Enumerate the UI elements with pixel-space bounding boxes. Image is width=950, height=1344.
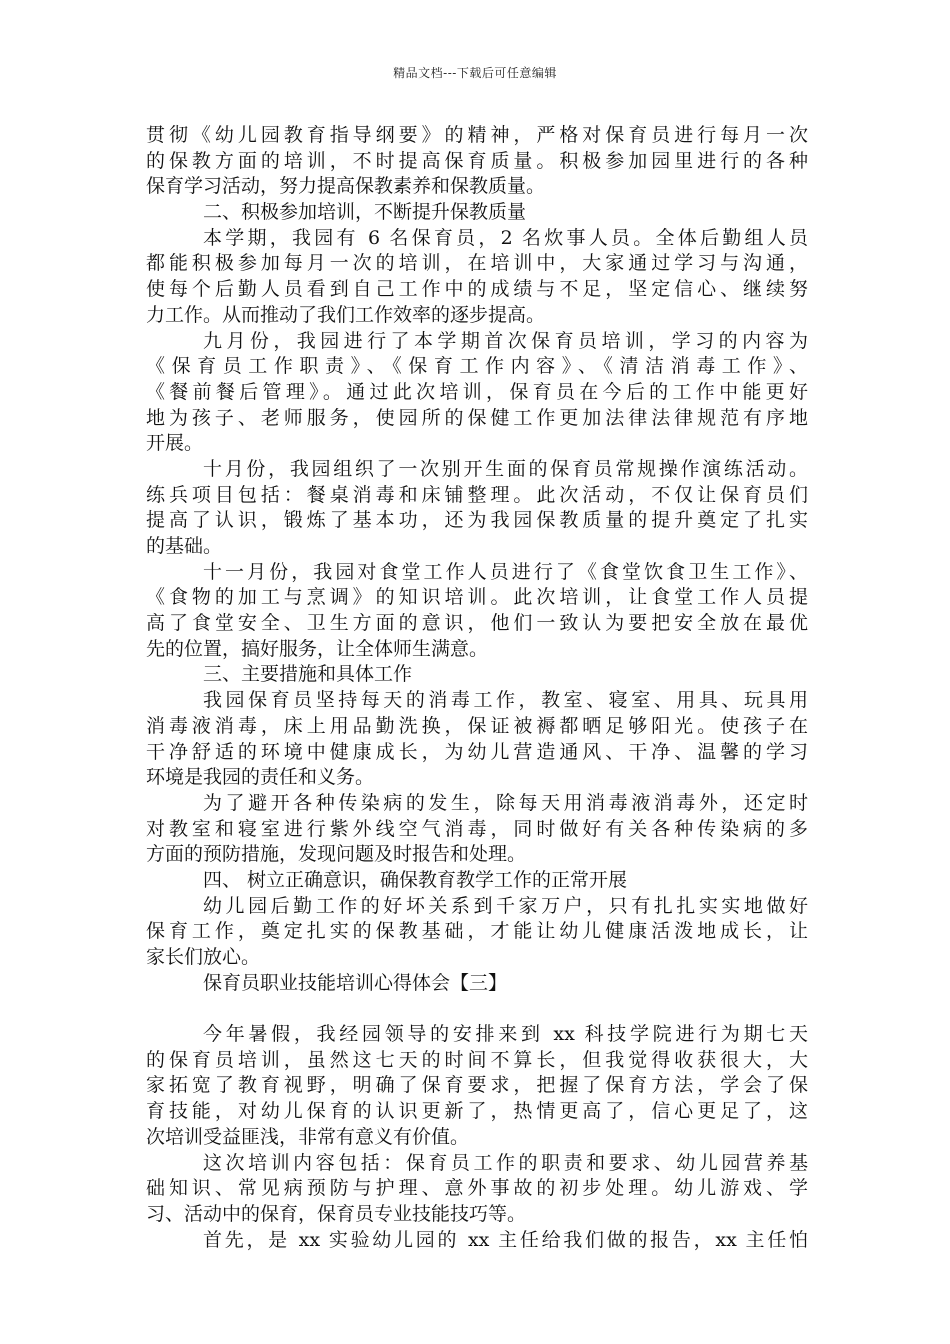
page-header: 精品文档---下载后可任意编辑 (393, 66, 557, 80)
text-line: 方面的预防措施，发现问题及时报告和处理。 (146, 843, 527, 866)
text-line: 干净舒适的环境中健康成长，为幼儿营造通风、干净、温馨的学习 (146, 740, 808, 763)
text-line: 育技能，对幼儿保育的认识更新了，热情更高了，信心更足了，这 (146, 1100, 808, 1123)
text-line: 次培训受益匪浅，非常有意义有价值。 (146, 1125, 470, 1148)
document-body (146, 123, 808, 1253)
text-line: 本学期，我园有 6 名保育员，2 名炊事人员。全体后勤组人员 (203, 226, 808, 249)
text-line: 消毒液消毒，床上用品勤洗换，保证被褥都晒足够阳光。使孩子在 (146, 714, 808, 737)
text-line: 幼儿园后勤工作的好坏关系到千家万户，只有扎扎实实地做好 (203, 894, 808, 917)
text-line: 对教室和寝室进行紫外线空气消毒，同时做好有关各种传染病的多 (146, 817, 808, 840)
text-line: 练兵项目包括：餐桌消毒和床铺整理。此次活动，不仅让保育员们 (146, 483, 808, 506)
text-line: 今年暑假，我经园领导的安排来到 xx 科技学院进行为期七天 (203, 1023, 808, 1046)
text-line: 贯彻《幼儿园教育指导纲要》的精神，严格对保育员进行每月一次 (146, 124, 808, 146)
text-line: 保育学习活动，努力提高保教素养和保教质量。 (146, 175, 546, 198)
text-line: 《食物的加工与烹调》的知识培训。此次培训，让食堂工作人员提 (146, 586, 808, 609)
text-line: 先的位置，搞好服务，让全体师生满意。 (146, 637, 489, 660)
text-line: 保育工作，奠定扎实的保教基础，才能让幼儿健康活泼地成长，让 (146, 920, 808, 943)
text-line: 的保教方面的培训，不时提高保育质量。积极参加园里进行的各种 (146, 149, 808, 172)
article-title: 保育员职业技能培训心得体会【三】 (203, 971, 508, 994)
text-line: 的基础。 (146, 535, 223, 557)
text-line: 家长们放心。 (146, 946, 261, 968)
blank-line (146, 996, 808, 1022)
text-line: 《餐前餐后管理》。通过此次培训，保育员在今后的工作中能更好 (146, 380, 808, 403)
text-line: 十月份，我园组织了一次别开生面的保育员常规操作演练活动。 (203, 457, 808, 480)
text-line: 力工作。从而推动了我们工作效率的逐步提高。 (146, 303, 546, 326)
section-heading: 三、主要措施和具体工作 (203, 663, 413, 686)
text-line: 开展。 (146, 432, 204, 455)
text-line: 习、活动中的保育，保育员专业技能技巧等。 (146, 1202, 527, 1225)
text-line: 的保育员培训，虽然这七天的时间不算长，但我觉得收获很大，大 (146, 1048, 808, 1071)
text-line: 首先，是 xx 实验幼儿园的 xx 主任给我们做的报告，xx 主任怕 (203, 1228, 808, 1251)
text-line: 为了避开各种传染病的发生，除每天用消毒液消毒外，还定时 (203, 791, 808, 814)
text-line: 础知识、常见病预防与护理、意外事故的初步处理。幼儿游戏、学 (146, 1177, 808, 1200)
text-line: 使每个后勤人员看到自己工作中的成绩与不足，坚定信心、继续努 (146, 278, 808, 301)
section-heading: 二、积极参加培训，不断提升保教质量 (203, 201, 527, 224)
text-line: 我园保育员坚持每天的消毒工作，教室、寝室、用具、玩具用 (203, 689, 808, 712)
text-line: 九月份，我园进行了本学期首次保育员培训，学习的内容为 (203, 329, 808, 352)
text-line: 家拓宽了教育视野，明确了保育要求，把握了保育方法，学会了保 (146, 1074, 808, 1097)
text-line: 都能积极参加每月一次的培训，在培训中，大家通过学习与沟通， (146, 252, 808, 275)
text-line: 这次培训内容包括：保育员工作的职责和要求、幼儿园营养基 (203, 1151, 808, 1174)
text-line: 地为孩子、老师服务，使园所的保健工作更加法律法律规范有序地 (146, 406, 808, 429)
text-line: 十一月份，我园对食堂工作人员进行了《食堂饮食卫生工作》、 (203, 560, 808, 583)
section-heading: 四、 树立正确意识，确保教育教学工作的正常开展 (203, 868, 628, 891)
text-line: 高了食堂安全、卫生方面的意识，他们一致认为要把安全放在最优 (146, 612, 808, 635)
text-line: 《保育员工作职责》、《保育工作内容》、《清洁消毒工作》、 (146, 355, 808, 378)
text-line: 提高了认识，锻炼了基本功，还为我园保教质量的提升奠定了扎实 (146, 509, 808, 532)
text-line: 环境是我园的责任和义务。 (146, 766, 375, 789)
